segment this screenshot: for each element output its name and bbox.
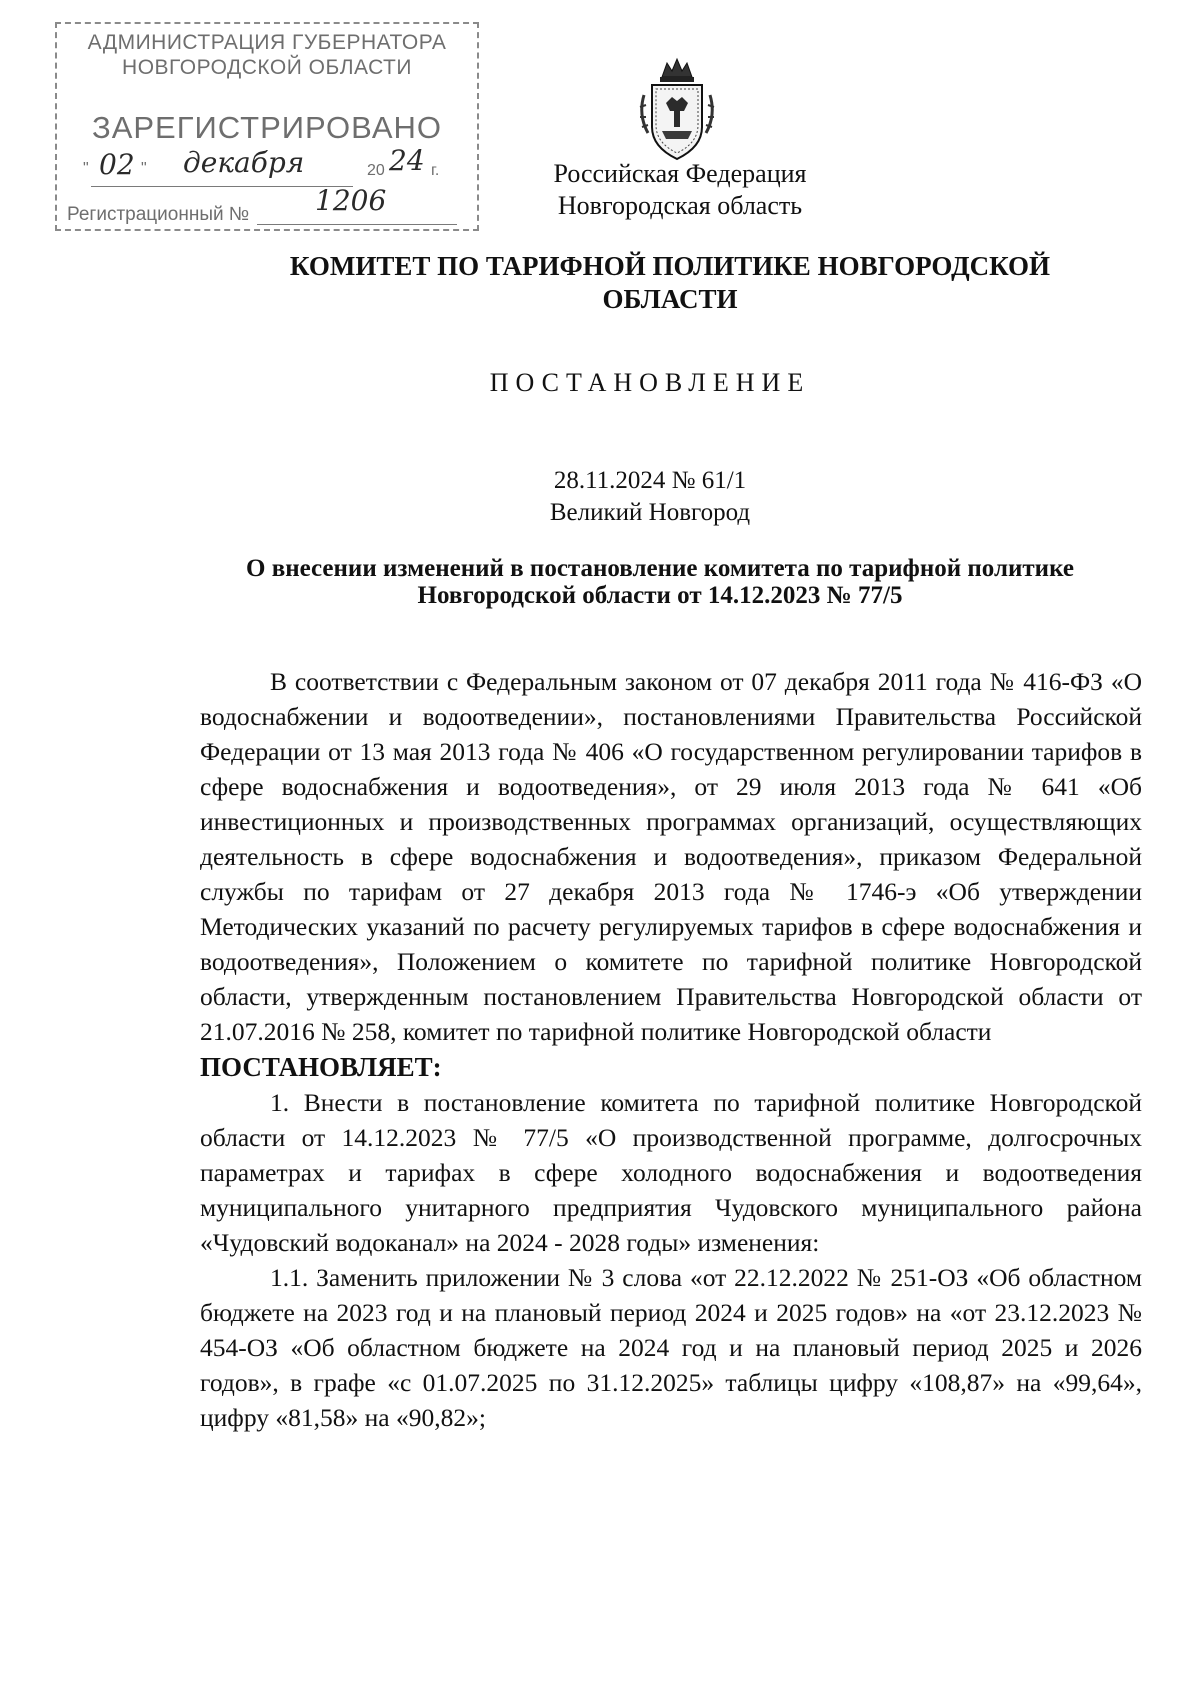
stamp-registration-line bbox=[67, 204, 249, 226]
stamp-registered-label: ЗАРЕГИСТРИРОВАНО bbox=[91, 110, 442, 145]
country-region-block bbox=[520, 158, 840, 222]
stamp-year-mark: г. bbox=[431, 162, 440, 179]
document-subject: О внесении изменений в постановление комитета по тарифной политике Новгородской области от 14.12.2023 № 77/5 bbox=[246, 555, 1074, 609]
resolves-heading: ПОСТАНОВЛЯЕТ: bbox=[200, 1052, 442, 1082]
region-name: Новгородская область bbox=[557, 191, 803, 220]
stamp-date-line: " 02 " декабря 20 24 г. bbox=[83, 154, 463, 184]
date-number-block bbox=[400, 465, 900, 529]
committee-title: КОМИТЕТ ПО ТАРИФНОЙ ПОЛИТИКЕ НОВГОРОДСКОЙ ОБЛАСТИ bbox=[289, 251, 1051, 314]
stamp-reg-underline bbox=[257, 224, 457, 225]
item-1-1-paragraph: 1.1. Заменить приложении № 3 слова «от 22.12.2022 № 251-ОЗ «Об областном бюджете на 2023 год и на плановый период 2024 и 2025 годов» на «от 23.12.2023 № 454-ОЗ «Об областном бюджете на 2024 год и на плановый период 2025 и 2026 годов», в графе «с 01.07.2025 по 31.12.2025» таблицы цифру «108,87» на «99,64», цифру «81,58» на «90,82»; bbox=[200, 1263, 1142, 1432]
stamp-reg-label: Регистрационный № bbox=[67, 204, 250, 225]
document-date-number: 28.11.2024 № 61/1 bbox=[553, 467, 747, 494]
document-type: ПОСТАНОВЛЕНИЕ bbox=[489, 368, 811, 397]
preamble-paragraph: В соответствии с Федеральным законом от 07 декабря 2011 года № 416-ФЗ «О водоснабжении и водоотведении», постановлениями Правительства Российской Федерации от 13 мая 2013 года № 406 «О государственном регулировании тарифов в сфере водоснабжения и водоотведения», от 29 июля 2013 года № 641 «Об инвестиционных и производственных программах организаций, осуществляющих деятельность в сфере водоснабжения и водоотведения», приказом Федеральной службы по тарифам от 27 декабря 2013 года № 1746-э «Об утверждении Методических указаний по расчету регулируемых тарифов в сфере водоснабжения и водоотведения», Положением о комитете по тарифной политике Новгородской области, утвержденным постановлением Правительства Новгородской области от 21.07.2016 № 258, комитет по тарифной политике Новгородской области bbox=[200, 667, 1142, 1046]
item-1-paragraph: 1. Внести в постановление комитета по тарифной политике Новгородской области от 14.12.2023 № 77/5 «О производственной программе, долгосрочных параметрах и тарифах в сфере холодного водоснабжения и водоотведения муниципального унитарного предприятия Чудовского муниципального района «Чудовский водоканал» на 2024 - 2028 годы» изменения: bbox=[200, 1088, 1142, 1257]
country-name: Российская Федерация bbox=[553, 159, 807, 188]
stamp-date-underline bbox=[91, 186, 353, 187]
coat-of-arms-icon bbox=[632, 55, 722, 165]
stamp-month: декабря bbox=[183, 146, 305, 179]
stamp-year-prefix: 20 bbox=[367, 162, 385, 179]
stamp-reg-number: 1206 bbox=[315, 184, 387, 217]
stamp-org-line-1: АДМИНИСТРАЦИЯ ГУБЕРНАТОРА bbox=[87, 31, 447, 54]
stamp-org-line-2: НОВГОРОДСКОЙ ОБЛАСТИ bbox=[122, 56, 412, 79]
registration-stamp bbox=[55, 22, 479, 231]
document-city: Великий Новгород bbox=[549, 499, 751, 526]
stamp-organization bbox=[57, 30, 477, 80]
document-body bbox=[200, 664, 1142, 1435]
stamp-day: 02 bbox=[99, 148, 135, 181]
stamp-year-suffix: 24 bbox=[389, 144, 425, 177]
